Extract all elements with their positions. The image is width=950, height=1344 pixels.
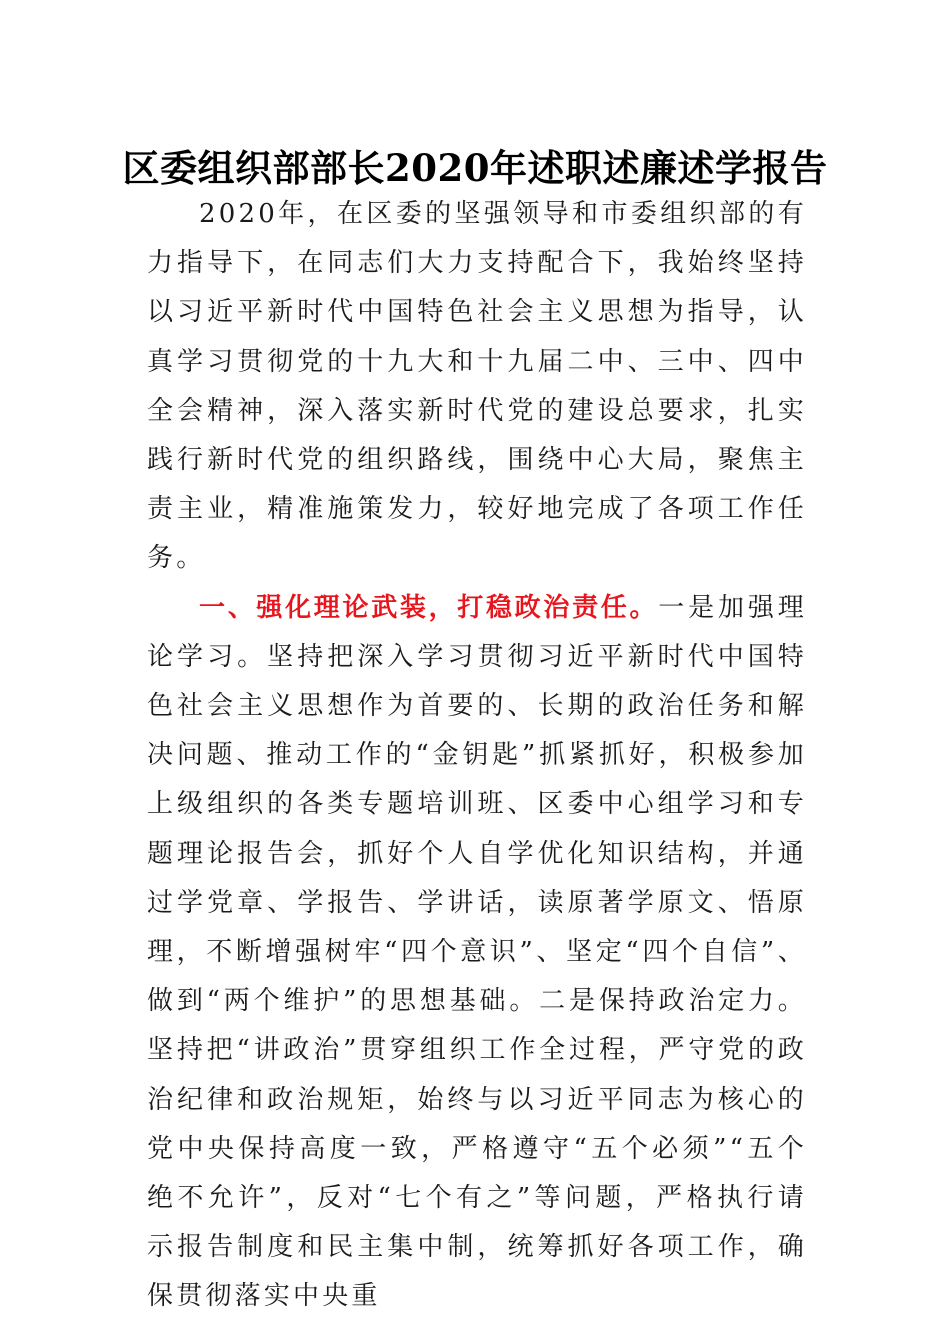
section-1-text: 一是加强理论学习。坚持把深入学习贯彻习近平新时代中国特色社会主义思想作为首要的、长期的政治任务和解决问题、推动工作的“金钥匙”抓紧抓好，积极参加上级组织的各类专题培训班、区委中心组学习和专题理论报告会，抓好个人自学优化知识结构，并通过学党章、学报告、学讲话，读原著学原文、悟原理，不断增强树牢“四个意识”、坚定“四个自信”、做到“两个维护”的思想基础。二是保持政治定力。坚持把“讲政治”贯穿组织工作全过程，严守党的政治纪律和政治规矩，始终与以习近平同志为核心的党中央保持高度一致，严格遵守“五个必须”“五个绝不允许”，反对“七个有之”等问题，严格执行请示报告制度和民主集中制，统筹抓好各项工作，确保贯彻落实中央重 <box>147 592 807 1312</box>
section-1-heading: 一、强化理论武装，打稳政治责任。 <box>199 592 659 623</box>
document-body <box>147 190 807 1322</box>
paragraph-intro-text: 2020年，在区委的坚强领导和市委组织部的有力指导下，在同志们大力支持配合下，我始终坚持以习近平新时代中国特色社会主义思想为指导，认真学习贯彻党的十九大和十九届二中、三中、四中全会精神，深入落实新时代党的建设总要求，扎实践行新时代党的组织路线，围绕中心大局，聚焦主责主业，精准施策发力，较好地完成了各项工作任务。 <box>147 199 807 574</box>
document-title: 区委组织部部长2020年述职述廉述学报告 <box>122 146 828 190</box>
paragraph-intro <box>147 190 807 584</box>
paragraph-section-1 <box>147 584 807 1322</box>
